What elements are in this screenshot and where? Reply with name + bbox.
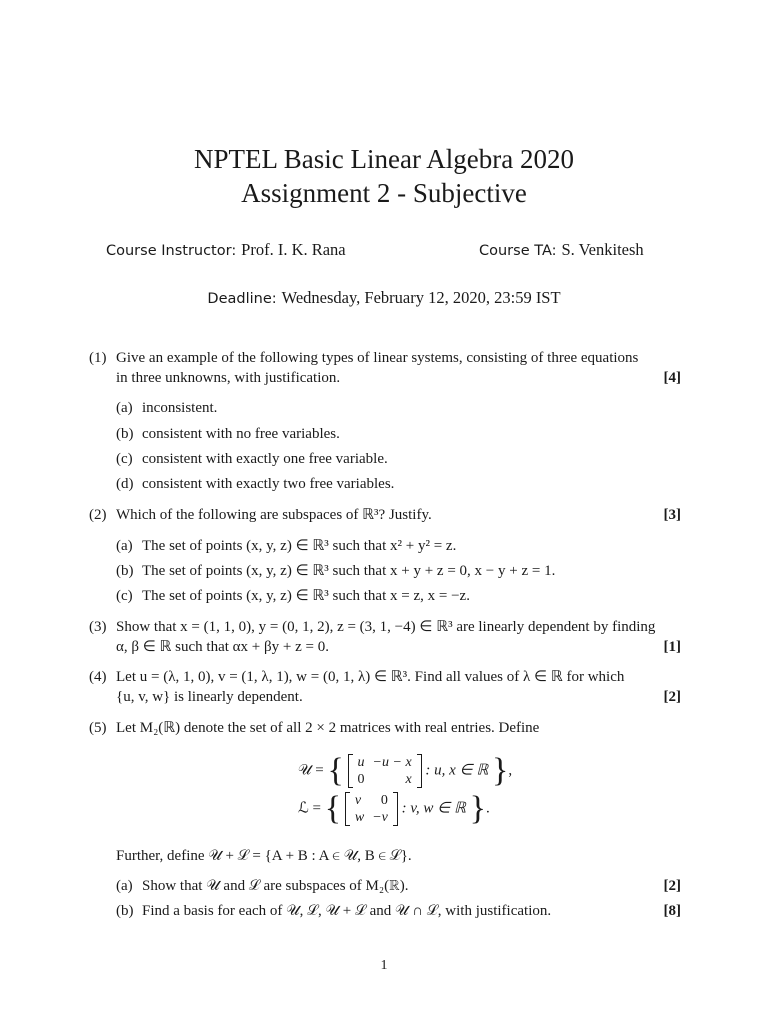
question-text-line: {u, v, w} is linearly dependent. (116, 689, 303, 705)
part-text: consistent with exactly one free variable. (142, 451, 388, 467)
part-text: The set of points (x, y, z) ∈ ℝ³ such that x² + y² = z. (142, 538, 457, 554)
matrix-L (345, 792, 398, 826)
further-definition: Further, define 𝒰 + ℒ = {A + B : A ∈ 𝒰, B ∈ ℒ}. (116, 848, 412, 864)
question-number: (4) (89, 669, 107, 685)
question-2-part-a (116, 536, 681, 556)
part-text: The set of points (x, y, z) ∈ ℝ³ such that x = z, x = −z. (142, 588, 470, 604)
right-brace: } (469, 790, 486, 827)
page-number: 1 (380, 958, 388, 973)
part-label: (a) (116, 878, 133, 894)
question-1-part-b (116, 424, 681, 444)
matrix-entry: −u − x (372, 755, 412, 770)
part-text: consistent with no free variables. (142, 426, 340, 442)
set-condition: : v, w ∈ ℝ (401, 800, 466, 817)
question-text-line: α, β ∈ ℝ such that αx + βy + z = 0. (116, 639, 329, 655)
ta-line (479, 240, 644, 260)
part-label: (c) (116, 588, 133, 604)
part-text: The set of points (x, y, z) ∈ ℝ³ such that x + y + z = 0, x − y + z = 1. (142, 563, 556, 579)
question-5 (89, 718, 681, 738)
deadline-label: Deadline: (207, 291, 277, 307)
part-label: (a) (116, 538, 133, 554)
part-label: (b) (116, 563, 134, 579)
part-label: (c) (116, 451, 133, 467)
question-2 (89, 505, 681, 525)
matrix-entry: x (405, 772, 412, 787)
instructor-name: Prof. I. K. Rana (241, 240, 346, 259)
marks: [2] (663, 878, 681, 894)
part-text: consistent with exactly two free variables. (142, 476, 395, 492)
equation-end: . (485, 800, 490, 817)
left-brace: { (324, 790, 342, 827)
question-text-line: Give an example of the following types of linear systems, consisting of three equations (116, 350, 639, 366)
matrix-entry: v (354, 793, 362, 808)
part-label: (d) (116, 476, 134, 492)
question-1-part-c (116, 449, 681, 469)
part-label: (b) (116, 903, 134, 919)
matrix-U (348, 754, 422, 788)
title-block (0, 142, 768, 210)
question-text-line: in three unknowns, with justification. (116, 370, 341, 386)
question-text-line: Let u = (λ, 1, 0), v = (1, λ, 1), w = (0, 1, λ) ∈ ℝ³. Find all values of λ ∈ ℝ for which (116, 669, 625, 685)
marks: [8] (663, 903, 681, 919)
document-title: NPTEL Basic Linear Algebra 2020 (194, 144, 574, 174)
ta-label: Course TA: (479, 243, 557, 259)
part-text: Find a basis for each of 𝒰, ℒ, 𝒰 + ℒ and 𝒰 ∩ ℒ, with justification. (142, 903, 552, 919)
question-5-further (116, 846, 681, 866)
deadline-value: Wednesday, February 12, 2020, 23:59 IST (281, 288, 561, 307)
equation-L (298, 792, 490, 826)
matrix-entry: w (354, 810, 365, 825)
set-condition: : u, x ∈ ℝ (425, 762, 489, 779)
marks: [2] (663, 689, 681, 705)
part-text: Show that 𝒰 and ℒ are subspaces of M₂(ℝ). (142, 878, 409, 894)
left-brace: { (327, 752, 344, 789)
document-subtitle: Assignment 2 - Subjective (241, 178, 527, 208)
marks: [4] (663, 370, 681, 386)
question-text: Which of the following are subspaces of ℝ³? Justify. (116, 507, 432, 523)
question-3 (89, 617, 681, 657)
part-label: (a) (116, 400, 133, 416)
question-number: (2) (89, 507, 107, 523)
instructor-line (106, 240, 346, 260)
equation-U (298, 754, 512, 788)
question-text (116, 348, 681, 388)
equation-lhs: 𝒰 = (298, 762, 324, 779)
question-5-part-a (116, 876, 681, 896)
question-5-part-b (116, 901, 681, 921)
matrix-entry: 0 (380, 793, 388, 808)
question-text: Let M₂(ℝ) denote the set of all 2 × 2 matrices with real entries. Define (116, 720, 540, 736)
marks: [3] (663, 507, 681, 523)
question-number: (5) (89, 720, 107, 736)
question-2-part-b (116, 561, 681, 581)
question-2-part-c (116, 586, 681, 606)
part-label: (b) (116, 426, 134, 442)
question-4 (89, 667, 681, 707)
question-1-part-a (116, 398, 681, 418)
part-text: inconsistent. (142, 400, 218, 416)
equation-end: , (508, 762, 513, 779)
matrix-entry: u (357, 755, 365, 770)
matrix-entry: −v (372, 810, 388, 825)
question-1 (89, 348, 681, 388)
question-1-part-d (116, 474, 681, 494)
deadline-line (0, 288, 768, 308)
question-text-line: Show that x = (1, 1, 0), y = (0, 1, 2), z = (3, 1, −4) ∈ ℝ³ are linearly dependent by finding (116, 619, 656, 635)
instructor-label: Course Instructor: (106, 243, 237, 259)
question-number: (3) (89, 619, 107, 635)
ta-name: S. Venkitesh (561, 240, 644, 259)
marks: [1] (663, 639, 681, 655)
right-brace: } (492, 752, 509, 789)
question-number: (1) (89, 350, 107, 366)
equation-lhs: ℒ = (298, 800, 322, 817)
matrix-entry: 0 (357, 772, 365, 787)
